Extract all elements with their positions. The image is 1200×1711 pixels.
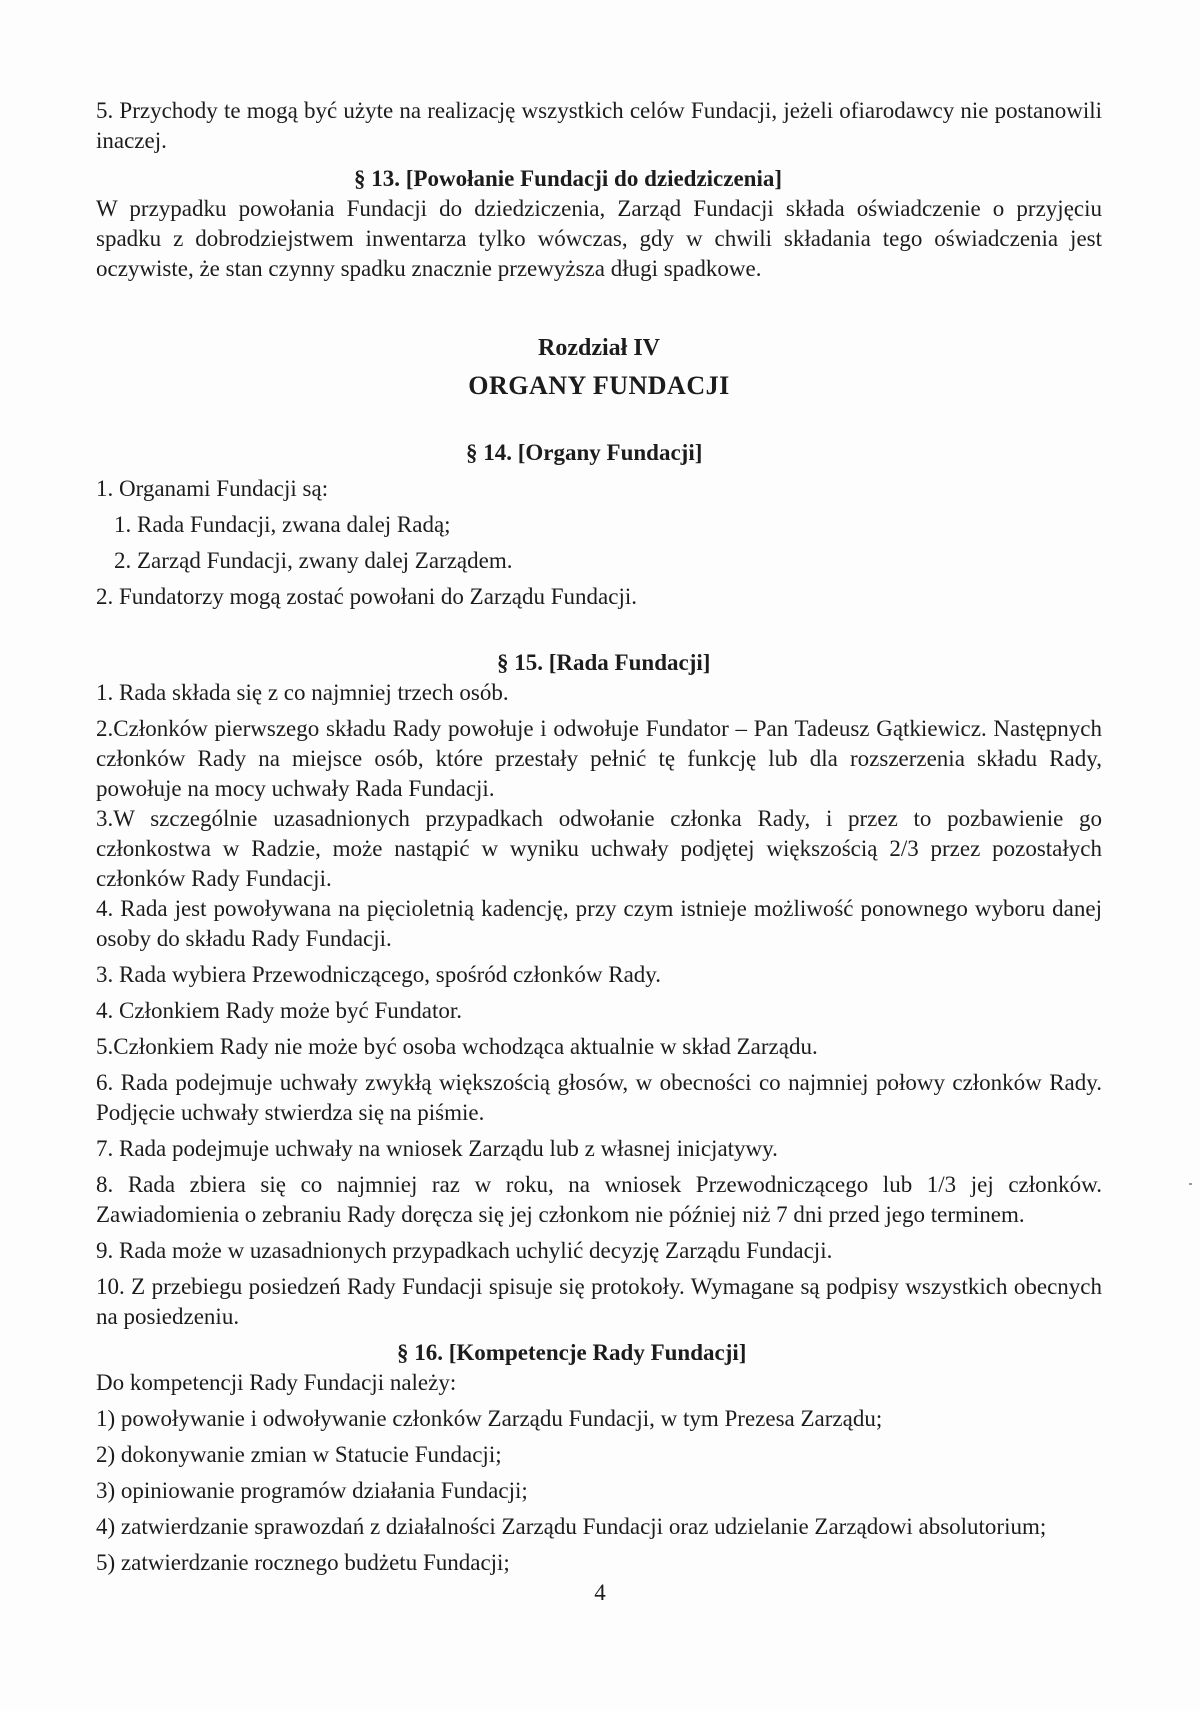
section-14-heading: § 14. [Organy Fundacji] bbox=[466, 440, 703, 465]
chapter-title: ORGANY FUNDACJI bbox=[468, 371, 730, 400]
section-16-item: 3) opiniowanie programów działania Fundacji; bbox=[96, 1478, 528, 1503]
section-15-item: 7. Rada podejmuje uchwały na wniosek Zarządu lub z własnej inicjatywy. bbox=[96, 1136, 778, 1161]
section-16-intro: Do kompetencji Rady Fundacji należy: bbox=[96, 1370, 457, 1395]
section-15-item: 4. Członkiem Rady może być Fundator. bbox=[96, 998, 463, 1023]
section-13-text: W przypadku powołania Fundacji do dziedziczenia, Zarząd Fundacji składa oświadczenie o przyjęciu spadku z dobrodziejstwem inwentarza tylko wówczas, gdy w chwili składania tego oświadczenia jest oczywiste, że stan czynny spadku znacznie przewyższa długi spadkowe. bbox=[96, 196, 1102, 281]
section-16-item: 5) zatwierdzanie rocznego budżetu Fundacji; bbox=[96, 1550, 510, 1575]
section-15-item: 2.Członków pierwszego składu Rady powołuje i odwołuje Fundator – Pan Tadeusz Gątkiewicz. Następnych członków Rady na miejsce osób, które przestały pełnić tę funkcję lub dla rozszerzenia składu Rady, powołuje na mocy uchwały Rada Fundacji. bbox=[96, 716, 1102, 801]
section-16-item: 2) dokonywanie zmian w Statucie Fundacji; bbox=[96, 1442, 502, 1467]
section-15-item: 3.W szczególnie uzasadnionych przypadkach odwołanie członka Rady, i przez to pozbawienie go członkostwa w Radzie, może nastąpić w wyniku uchwały podjętej większością 2/3 przez pozostałych członków Rady Fundacji. bbox=[96, 806, 1102, 891]
section-14-subitem-1: 1. Rada Fundacji, zwana dalej Radą; bbox=[114, 512, 451, 537]
section-14-subitem-2: 2. Zarząd Fundacji, zwany dalej Zarządem. bbox=[114, 548, 513, 573]
section-16-heading: § 16. [Kompetencje Rady Fundacji] bbox=[397, 1340, 747, 1365]
section-15-item: 3. Rada wybiera Przewodniczącego, spośród członków Rady. bbox=[96, 962, 662, 987]
section-14-item-1: 1. Organami Fundacji są: bbox=[96, 476, 329, 501]
section-15-item: 1. Rada składa się z co najmniej trzech osób. bbox=[96, 680, 509, 705]
section-13-heading: § 13. [Powołanie Fundacji do dziedziczenia] bbox=[354, 166, 783, 191]
chapter-header bbox=[96, 330, 1102, 404]
section-15-heading: § 15. [Rada Fundacji] bbox=[497, 650, 711, 675]
section-15-item: 4. Rada jest powoływana na pięcioletnią kadencję, przy czym istnieje możliwość ponownego wyboru danej osoby do składu Rady Fundacji. bbox=[96, 896, 1102, 951]
page-number: 4 bbox=[594, 1580, 606, 1605]
section-15-item: 9. Rada może w uzasadnionych przypadkach uchylić decyzję Zarządu Fundacji. bbox=[96, 1238, 833, 1263]
section-16-item: 1) powoływanie i odwoływanie członków Zarządu Fundacji, w tym Prezesa Zarządu; bbox=[96, 1406, 883, 1431]
section-15-item: 6. Rada podejmuje uchwały zwykłą większością głosów, w obecności co najmniej połowy członków Rady. Podjęcie uchwały stwierdza się na piśmie. bbox=[96, 1070, 1102, 1125]
chapter-number: Rozdział IV bbox=[538, 335, 660, 361]
section-15-item: 8. Rada zbiera się co najmniej raz w roku, na wniosek Przewodniczącego lub 1/3 jej członków. Zawiadomienia o zebraniu Rady doręcza się jej członkom nie później niż 7 dni przed jego terminem. bbox=[96, 1172, 1102, 1227]
scan-speck bbox=[1189, 1183, 1192, 1185]
section-15-item: 5.Członkiem Rady nie może być osoba wchodząca aktualnie w skład Zarządu. bbox=[96, 1034, 818, 1059]
section-16-item: 4) zatwierdzanie sprawozdań z działalności Zarządu Fundacji oraz udzielanie Zarządowi absolutorium; bbox=[96, 1514, 1047, 1539]
section-14-item-2: 2. Fundatorzy mogą zostać powołani do Zarządu Fundacji. bbox=[96, 584, 637, 609]
paragraph-income-item-5: 5. Przychody te mogą być użyte na realizację wszystkich celów Fundacji, jeżeli ofiarodawcy nie postanowili inaczej. bbox=[96, 98, 1102, 153]
document-body bbox=[96, 96, 1102, 1578]
section-15-item: 10. Z przebiegu posiedzeń Rady Fundacji spisuje się protokoły. Wymagane są podpisy wszystkich obecnych na posiedzeniu. bbox=[96, 1274, 1102, 1329]
